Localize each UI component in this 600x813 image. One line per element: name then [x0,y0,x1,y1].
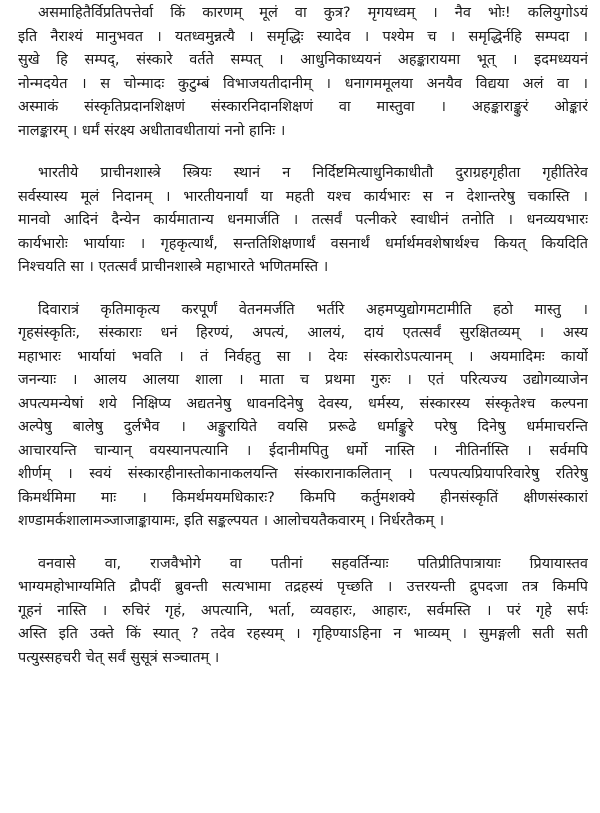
text-line: किमर्थमिमा माः । किमर्थमयमधिकारः? किमपि कर्तुमशक्ये हीनसंस्कृतिं क्षीणसंस्कारां [18,489,588,506]
text-line: अस्ति इति उक्ते किं स्यात् ? तदेव रहस्यम् । गृहिण्याऽहिना न भाव्यम् । सुमङ्गली सती सती [18,626,588,642]
text-line: अपत्यमन्येषां शये निक्षिप्य अद्यतनेषु धावनदिनेषु देवस्य, धर्मस्य, संस्कारस्य संस्कृतेश्च कल्पना [18,395,588,412]
text-line: गूहनं नास्ति । रुचिरं गृहं, अपत्यानि, भर्ता, व्यवहारः, आहारः, सर्वमस्ति । परं गृहे सर्पः [18,602,588,619]
text-line: कार्यभारोः भार्यायाः । गृहकृत्यार्थं, सन्ततिशिक्षणार्थं वसनार्थं धर्मार्थमवशेषार्थश्च कियत् कियदिति [18,235,588,252]
text-line: असमाहितैर्विप्रतिपत्तेर्वा किं कारणम् मूलं वा कुत्र? मृगयध्वम् । नैव भोः! कलियुगोऽयं [38,5,588,21]
text-line: नोन्मदयेत । स चोन्मादः कुटुम्बं विभाजयतीदानीम् । धनागममूलया अनयैव विद्यया अलं वा । [18,75,588,92]
text-line: नालङ्कारम् । धर्मं संरक्ष्य अधीतावधीतायां ननो हानिः । [18,122,286,139]
text-line: निश्चयति सा । एतत्सर्वं प्राचीनशास्त्रे महाभारते भणितमस्ति । [18,259,329,275]
text-line: अस्माकं संस्कृतिप्रदानशिक्षणं संस्कारनिदानशिक्षणं वा मास्तुवा । अहङ्काराङ्कुरं ओङ्कारं [18,99,588,115]
text-line: शीर्णम् । स्वयं संस्कारहीनास्तोकानाकलयन्ति संस्कारानाकलितान् । पत्यपत्यप्रियापरिवारेषु रतिरेषु [18,466,588,482]
text-line: आचारयन्ति चान्यान् वयस्यानपत्यानि । ईदानीमपितु धर्मो नास्ति । नीतिर्नास्ति । सर्वमपि [18,442,588,459]
paragraph-2 [18,162,588,280]
text-line: दिवारात्रं कृतिमाकृत्य करपूर्णं वेतनमर्जति भर्तरि अहमप्युद्योगमटामीति हठो मास्तु । [38,301,588,318]
text-line: वनवासे वा, राजवैभोगे वा पतीनां सहवर्तिन्याः पतिप्रीतिपात्रायाः प्रियायास्तव [38,555,588,572]
text-line: भारतीये प्राचीनशास्त्रे स्त्रियः स्थानं न निर्दिष्टमित्याधुनिकाधीतौ दुराग्रहगृहीता गृहीतिरेव [38,165,588,181]
text-line: पत्युस्सहचरी चेत् सर्वं सुसूत्रं सञ्चातम् । [18,649,220,666]
paragraph-4 [18,553,588,671]
text-line: सुखे हि सम्पद्, संस्कारे वर्तते सम्पत् । आधुनिकाध्ययनं अहङ्कारायमा भूत् । इदमध्ययनं [18,52,588,68]
text-line: अल्पेषु बालेषु दुर्लभैव । अङ्कुरायिते वयसि प्ररूढे धर्माङ्कुरे परेषु दिनेषु धर्ममाचरन्ति [18,419,588,435]
text-line: सर्वस्यास्य मूलं निदानम् । भारतीयनार्यां या महती यश्च कार्यभारः स न देशान्तरेषु चकास्ति । [18,188,588,205]
text-line: शण्डामर्कशालामञ्जाजाङ्कायामः, इति सङ्कल्पयत । आलोचयतैकवारम् । निर्धरतैकम् । [18,513,445,529]
text-line: भाग्यमहोभाग्यमिति द्रौपदीं ब्रुवन्ती सत्यभामा तद्रहस्यं पृच्छति । उत्तरयन्ती द्रुपदजा तत्र किमपि [18,579,588,595]
paragraph-3 [18,299,588,534]
text-line: मानवो आदिनं दैन्येन कार्यमातान्य धनमार्जति । तत्सर्वं पत्नीकरे स्वाधीनं तनोति । धनव्ययभारः [18,212,588,228]
paragraph-1 [18,2,588,143]
text-line: महाभारः भार्यायां भवति । तं निर्वहतु सा । देयः संस्कारोऽपत्यानम् । अयमादिमः कार्यो [18,348,588,365]
text-line: गृहसंस्कृतिः, संस्काराः धनं हिरण्यं, अपत्यं, आलयं, दायं एतत्सर्वं सुरक्षितव्यम् । अस्य [18,325,588,341]
text-line: जनन्याः । आलय आलया शाला । माता च प्रथमा गुरुः । एतं परित्यज्य उद्योगव्याजेन [18,372,588,388]
text-line: इति नैराश्यं मानुभवत । यतध्वमुन्नत्यै । समृद्धिः स्यादेव । पश्येम च । समृद्धिर्नहि सम्पदा । [18,28,588,45]
